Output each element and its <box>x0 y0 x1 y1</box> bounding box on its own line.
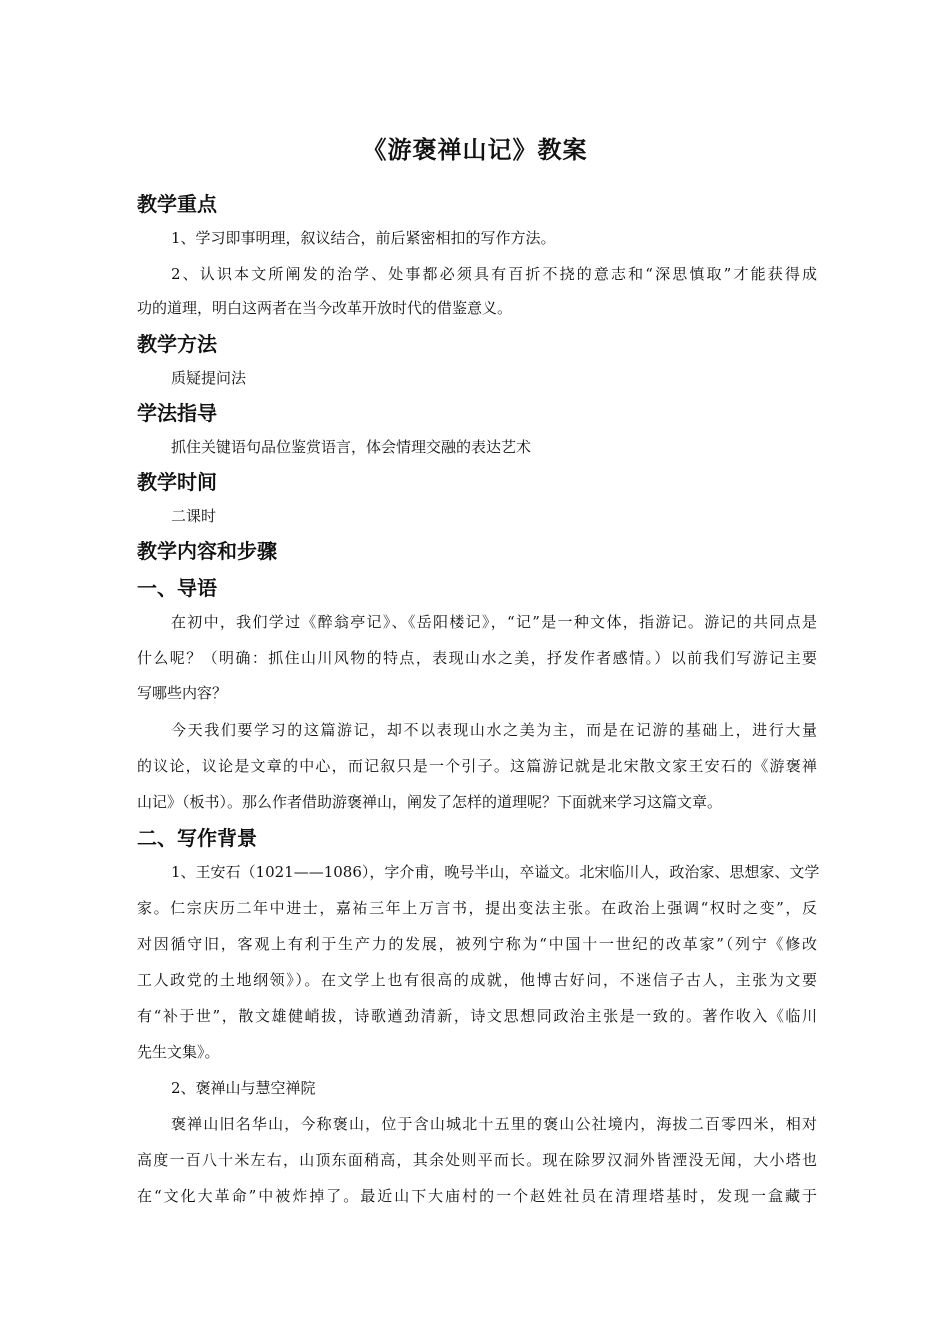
background-line-5: 有“补于世”，散文雄健峭拔，诗歌遒劲清新，诗文思想同政治主张是一致的。著作收入《临川 <box>137 1007 817 1025</box>
background-line-4: 工人政党的土地纲领》）。在文学上也有很高的成就，他博古好问，不迷信子古人，主张为文要 <box>137 971 817 989</box>
background-line-7: 2、褒禅山与慧空禅院 <box>171 1079 316 1097</box>
intro-line-6: 山记》（板书）。那么作者借助游褒禅山，阐发了怎样的道理呢？下面就来学习这篇文章。 <box>137 793 723 811</box>
heading-teaching-method: 教学方法 <box>137 332 217 356</box>
method-line-1: 质疑提问法 <box>171 369 247 387</box>
heading-teaching-time: 教学时间 <box>137 470 217 494</box>
heading-intro: 一、导语 <box>137 576 217 600</box>
background-line-1: 1、王安石（1021——1086），字介甫，晚号半山，卒谥文。北宋临川人，政治家、思想家、文学 <box>171 863 820 881</box>
focus-line-1: 1、学习即事明理，叙议结合，前后紧密相扣的写作方法。 <box>171 229 556 247</box>
background-line-8: 褒禅山旧名华山，今称褒山，位于含山城北十五里的褒山公社境内，海拔二百零四米，相对 <box>171 1115 817 1133</box>
document-title: 《游褒禅山记》教案 <box>362 136 588 164</box>
background-line-2: 家。仁宗庆历二年中进士，嘉祐三年上万言书，提出变法主张。在政治上强调“权时之变”，反 <box>137 899 817 917</box>
heading-teaching-focus: 教学重点 <box>137 192 217 216</box>
intro-line-3: 写哪些内容？ <box>137 684 228 702</box>
focus-line-2: 2、认识本文所阐发的治学、处事都必须具有百折不挠的意志和“深思慎取”才能获得成 <box>171 265 817 283</box>
background-line-6: 先生文集》。 <box>137 1043 220 1061</box>
intro-line-5: 的议论，议论是文章的中心，而记叙只是一个引子。这篇游记就是北宋散文家王安石的《游褒禅 <box>137 757 817 775</box>
heading-background: 二、写作背景 <box>137 826 257 850</box>
heading-teaching-content: 教学内容和步骤 <box>137 539 277 563</box>
time-line-1: 二课时 <box>171 507 217 525</box>
background-line-3: 对因循守旧，客观上有利于生产力的发展，被列宁称为“中国十一世纪的改革家”（列宁《修改 <box>137 935 817 953</box>
guide-line-1: 抓住关键语句品位鉴赏语言，体会情理交融的表达艺术 <box>171 438 532 456</box>
focus-line-3: 功的道理，明白这两者在当今改革开放时代的借鉴意义。 <box>137 299 513 317</box>
intro-line-1: 在初中，我们学过《醉翁亭记》、《岳阳楼记》，“记”是一种文体，指游记。游记的共同点是 <box>171 613 817 631</box>
background-line-10: 在“文化大革命”中被炸掉了。最近山下大庙村的一个赵姓社员在清理塔基时，发现一盒藏于 <box>137 1187 817 1205</box>
heading-study-guide: 学法指导 <box>137 401 217 425</box>
background-line-9: 高度一百八十米左右，山顶东面稍高，其余处则平而长。现在除罗汉洞外皆湮没无闻，大小塔也 <box>137 1151 817 1169</box>
intro-line-4: 今天我们要学习的这篇游记，却不以表现山水之美为主，而是在记游的基础上，进行大量 <box>171 721 817 739</box>
intro-line-2: 什么呢？（明确：抓住山川风物的特点，表现山水之美，抒发作者感情。）以前我们写游记主要 <box>137 649 817 667</box>
